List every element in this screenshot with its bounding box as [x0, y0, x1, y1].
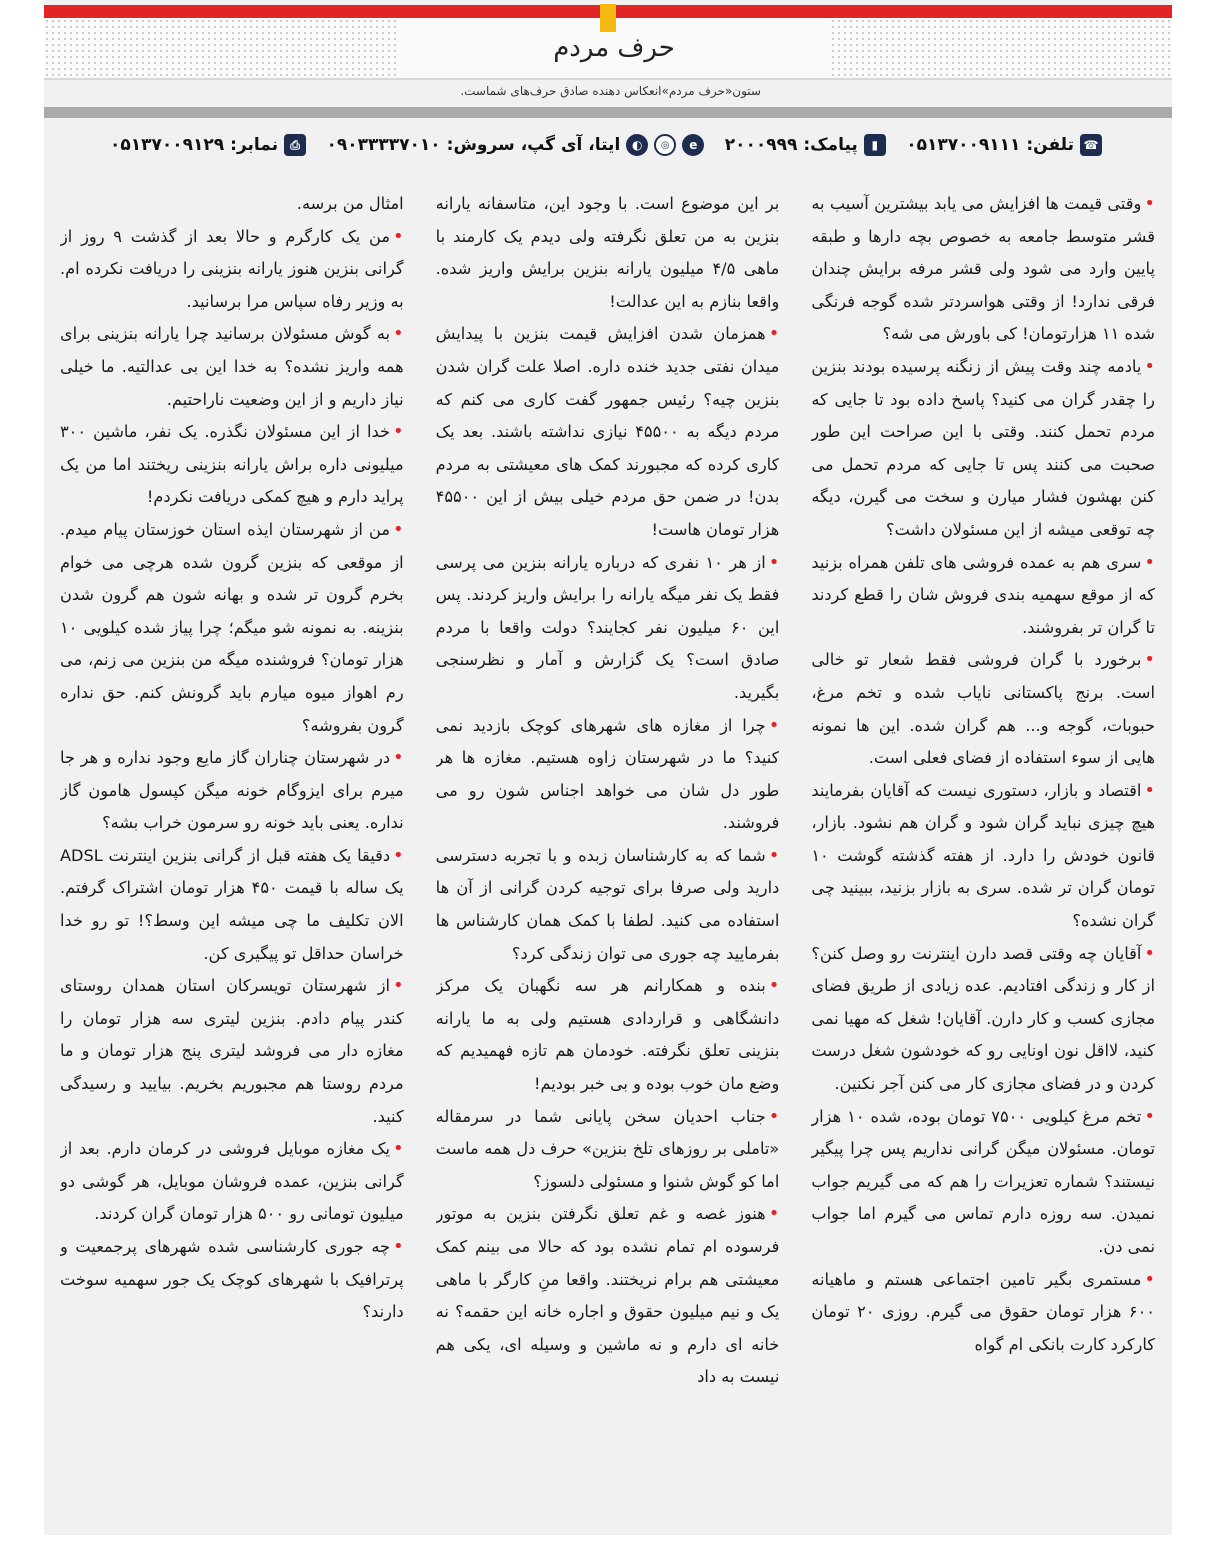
contact-bar: [110, 130, 1102, 160]
reader-comment: [436, 840, 780, 970]
grey-divider: [44, 107, 1172, 118]
contact-apps: [327, 134, 705, 156]
reader-comment: [60, 970, 404, 1133]
bullet-icon: •: [393, 518, 404, 540]
comment-text: یک مغازه موبایل فروشی در کرمان دارم. بعد از گرانی بنزین، عمده فروشان موبایل، هر گوشی دو میلیون تومانی رو ۵۰۰ هزار تومان گران کردند.: [59, 1139, 404, 1224]
reader-comment: [436, 1101, 780, 1199]
reader-comment: [436, 188, 780, 318]
reader-comment: [60, 840, 404, 970]
bullet-icon: •: [393, 747, 404, 769]
article-columns: [60, 188, 1155, 1518]
comment-text: شما که به کارشناسان زبده و با تجربه دسترسی دارید ولی صرفا برای توجیه کردن گرانی از آن ها استفاده می کنید. لطفا با کمک همان کارشناس ها بفرمایید چه جوری می توان زندگی کرد؟: [435, 845, 780, 963]
comment-text: یادمه چند وقت پیش از زنگنه پرسیده بودند بنزین را چقدر گران می کنید؟ پاسخ داده بود تا جایی که مردم تحمل کنند. وقتی با این صراحت این طور صحبت می کنند پس تا جایی که مردم تحمل می کنن بهشون فشار میارن و سخت می گیرن، دیگه چه توقعی میشه از این مسئولان داشت؟: [811, 356, 1155, 539]
reader-comment: [811, 644, 1155, 774]
bullet-icon: •: [768, 323, 780, 345]
bullet-icon: •: [393, 225, 404, 247]
reader-comment: [60, 221, 404, 319]
comment-text: همزمان شدن افزایش قیمت بنزین با پیدایش میدان نفتی جدید خنده داره. اصلا علت گران شدن بنزین چیه؟ رئیس جمهور گفت کاری می کنم که مردم دیگه به ۴۵۵۰۰ نیازی نداشته باشند. بعد یک کاری کرده که مجبورند کمک های معیشتی به مردم بدن! در ضمن حق مردم خیلی بیش از این ۴۵۵۰۰ هزار تومان هاست!: [435, 324, 780, 539]
reader-comment: [436, 970, 780, 1100]
apps-label: ایتا، آی گپ، سروش:: [446, 135, 621, 155]
bullet-icon: •: [768, 714, 780, 736]
sms-icon: ▮: [864, 134, 886, 156]
bullet-icon: •: [393, 323, 404, 345]
bullet-icon: •: [393, 975, 404, 997]
reader-comment: [60, 1133, 404, 1231]
soroush-icon: ◐: [626, 134, 648, 156]
bullet-icon: •: [1144, 649, 1155, 671]
bullet-icon: •: [393, 1138, 404, 1160]
column-middle: [436, 188, 780, 1518]
bullet-icon: •: [1144, 1268, 1155, 1290]
comment-text: بنده و همکارانم هر سه نگهبان یک مرکز دانشگاهی و قراردادی هستیم ولی به ما یارانه بنزینی تعلق نگرفته. خودمان هم تازه فهمیدیم که وضع مان خوب بوده و بی خبر بودیم!: [435, 976, 780, 1094]
comment-text: در شهرستان چناران گاز مایع وجود نداره و هر جا میرم برای ایزوگام خونه میگن کپسول هامون گاز نداره. یعنی باید خونه رو سرمون خراب بشه؟: [59, 748, 404, 833]
reader-comment: [436, 710, 780, 840]
comment-text: سری هم به عمده فروشی های تلفن همراه بزنید که از موقع سهمیه بندی فروش شان را قطع کردند تا گران تر بفروشند.: [811, 552, 1155, 637]
fax-number: ۰۵۱۳۷۰۰۹۱۲۹: [110, 135, 225, 155]
comment-text: وقتی قیمت ها افزایش می یابد بیشترین آسیب به قشر متوسط جامعه به خصوص بچه دارها و طبقه پایین وارد می شود ولی قشر مرفه برایش چندان فرقی ندارد! از وقتی هواسردتر شده گوجه فرنگی شده ۱۱ هزارتومان! کی باورش می شه؟: [811, 194, 1155, 344]
bullet-icon: •: [1144, 779, 1155, 801]
reader-comment: [811, 1264, 1155, 1362]
reader-comment: [811, 188, 1155, 351]
comment-text: هنوز غصه و غم تعلق نگرفتن بنزین به موتور فرسوده ام تمام نشده بود که حالا می بینم کمک معیشتی هم برام نریختند. واقعا منِ کارگر با ماهی یک و نیم میلیون حقوق و اجاره خانه این حقمه؟ نه خانه ای دارم و نه ماشین و وسیله ای، یکی هم نیست به داد: [435, 1204, 780, 1387]
fax-label: نمابر:: [230, 135, 279, 155]
comment-text: از هر ۱۰ نفری که درباره یارانه بنزین می پرسی فقط یک نفر میگه یارانه را برایش واریز کردند. پس این ۶۰ میلیون نفر کجایند؟ دولت واقعا با مردم صادق است؟ یک گزارش و آمار و نظرسنجی بگیرید.: [435, 552, 780, 702]
comment-text: برخورد با گران فروشی فقط شعار تو خالی است. برنج پاکستانی نایاب شده و تخم مرغ، حبوبات، گوجه و... هم گران شده. این ها نمونه هایی از سوء استفاده از فضای فعلی است.: [811, 650, 1155, 768]
sms-label: پیامک:: [803, 135, 858, 155]
reader-comment: [436, 318, 780, 546]
reader-comment: [60, 416, 404, 514]
comment-text: آقایان چه وقتی قصد دارن اینترنت رو وصل کنن؟ از کار و زندگی افتادیم. عده زیادی از طریق فضای مجازی کسب و کار دارن. آقایان! شغل که مهیا نمی کنید، لااقل نون اونایی رو که خودشون شغل درست کردن و در فضای مجازی کار می کنن آجر نکنین.: [811, 943, 1155, 1094]
sms-number: ۲۰۰۰۹۹۹: [724, 135, 798, 155]
phone-label: تلفن:: [1026, 135, 1074, 155]
bullet-icon: •: [768, 844, 780, 866]
bullet-icon: •: [768, 551, 780, 573]
reader-comment: [811, 547, 1155, 645]
yellow-tab-marker: [600, 4, 616, 32]
bullet-icon: •: [393, 844, 404, 866]
reader-comment: [60, 514, 404, 742]
phone-icon: ☎: [1080, 134, 1102, 156]
reader-comment: [811, 351, 1155, 547]
reader-comment: [811, 1101, 1155, 1264]
comment-text: خدا از این مسئولان نگذره. یک نفر، ماشین ۳۰۰ میلیونی داره براش یارانه بنزینی ریختند اما من یک پراید دارم و هیچ کمکی دریافت نکردم!: [59, 422, 404, 507]
bullet-icon: •: [768, 1203, 780, 1225]
fax-icon: ⎙: [284, 134, 306, 156]
comment-text: تخم مرغ کیلویی ۷۵۰۰ تومان بوده، شده ۱۰ هزار تومان. مسئولان میگن گرانی نداریم پس چرا پیگیر نیستند؟ شماره تعزیرات را هم که می گیریم جواب نمیدن. سه روزه دارم تماس می گیرم اما جواب نمی دن.: [811, 1106, 1155, 1256]
comment-text: من یک کارگرم و حالا بعد از گذشت ۹ روز از گرانی بنزین هنوز یارانه بنزینی را دریافت نکرده ام. به وزیر رفاه سپاس مرا برسانید.: [59, 226, 404, 311]
bullet-icon: •: [1144, 355, 1155, 377]
comment-text: به گوش مسئولان برسانید چرا یارانه بنزینی برای همه واریز نشده؟ به خدا این بی عدالتیه. ما خیلی نیاز داریم و از این وضعیت ناراحتیم.: [59, 324, 404, 409]
comment-text: بر این موضوع است. با وجود این، متاسفانه یارانه بنزین به من تعلق نگرفته ولی دیدم یک کارمند با ماهی ۴/۵ میلیون یارانه بنزین برایش واریز شده. واقعا بنازم به این عدالت!: [435, 194, 780, 311]
column-left: [60, 188, 404, 1518]
apps-number: ۰۹۰۳۳۳۳۷۰۱۰: [326, 135, 441, 155]
bullet-icon: •: [1144, 1105, 1155, 1127]
contact-phone: [906, 134, 1102, 156]
bullet-icon: •: [1144, 942, 1155, 964]
reader-comment: [60, 318, 404, 416]
reader-comment: [811, 938, 1155, 1101]
bullet-icon: •: [1144, 193, 1155, 214]
comment-text: امثال من برسه.: [296, 194, 404, 213]
reader-comment: [436, 547, 780, 710]
igap-icon: ◎: [654, 134, 676, 156]
comment-text: از شهرستان تویسرکان استان همدان روستای کندر پیام دادم. بنزین لیتری سه هزار تومان را مغازه دار می فروشد لیتری پنج هزار تومان و ما مردم روستا هم مجبوریم بخریم. بیایید و رسیدگی کنید.: [59, 976, 404, 1126]
bullet-icon: •: [393, 421, 404, 443]
bullet-icon: •: [768, 975, 780, 997]
comment-text: دقیقا یک هفته قبل از گرانی بنزین اینترنت ADSL یک ساله با قیمت ۴۵۰ هزار تومان اشتراک گرفتم. الان تکلیف ما چی میشه این وسط؟! تو رو خدا خراسان حداقل تو پیگیری کن.: [59, 845, 404, 963]
bullet-icon: •: [393, 1236, 404, 1257]
bullet-icon: •: [1144, 551, 1155, 573]
contact-sms: [725, 134, 886, 156]
bullet-icon: •: [768, 1105, 780, 1127]
column-right: [811, 188, 1155, 1518]
phone-number: ۰۵۱۳۷۰۰۹۱۱۱: [906, 135, 1021, 155]
page-title: حرف مردم: [400, 18, 828, 78]
comment-text: چه جوری کارشناسی شده شهرهای پرجمعیت و پرترافیک با شهرهای کوچک یک جور سهمیه سوخت دارند؟: [59, 1237, 404, 1322]
reader-comment: [60, 1231, 404, 1329]
comment-text: چرا از مغازه های شهرهای کوچک بازدید نمی کنید؟ ما در شهرستان زاوه هستیم. مغازه ها هر طور دل شان می خواهد اجناس شون رو می فروشند.: [435, 715, 780, 833]
reader-comment: [60, 188, 404, 221]
reader-comment: [60, 742, 404, 840]
reader-comment: [811, 775, 1155, 938]
contact-fax: [110, 134, 306, 156]
comment-text: من از شهرستان ایذه استان خوزستان پیام میدم. از موقعی که بنزین گرون شده هرچی می خوام بخرم گرون تر شده و بهانه شون هم گرون شدن بنزینه. به نمونه شو میگم؛ چرا پیاز شده کیلویی ۱۰ هزار تومان؟ فروشنده میگه من بنزین می زنم، می رم اهواز میوه میارم باید گرونش کنم. حق نداره گرون بفروشه؟: [59, 519, 404, 735]
masthead-divider: [44, 78, 1172, 80]
comment-text: مستمری بگیر تامین اجتماعی هستم و ماهیانه ۶۰۰ هزار تومان حقوق می گیرم. روزی ۲۰ تومان کارکرد کارت بانکی ام گواه: [811, 1269, 1155, 1354]
eitaa-icon: e: [682, 134, 704, 156]
column-subtitle: ستون«حرف مردم»انعکاس دهنده صادق حرف‌های شماست.: [460, 84, 761, 98]
comment-text: جناب احدیان سخن پایانی شما در سرمقاله «تاملی بر روزهای تلخ بنزین» حرف دل همه ماست اما کو گوش شنوا و مسئولی دلسوز؟: [435, 1106, 780, 1191]
reader-comment: [436, 1198, 780, 1394]
comment-text: اقتصاد و بازار، دستوری نیست که آقایان بفرمایند هیچ چیزی نباید گران شود و گران هم نشود. بازار، قانون خودش را دارد. از هفته گذشته گوشت ۱۰ تومان گران تر شده. سری به بازار بزنید، ببینید چی گران نشده؟: [811, 780, 1155, 931]
